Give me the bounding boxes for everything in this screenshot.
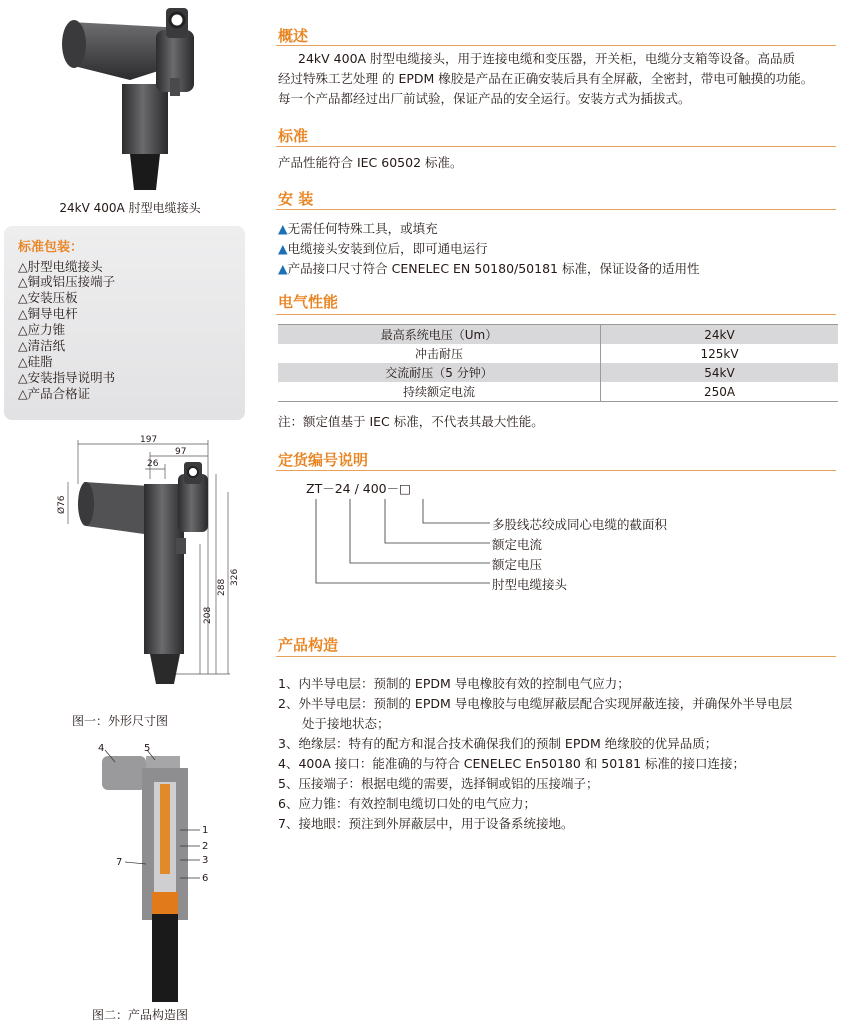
structure-item: 5、压接端子：根据电缆的需要，选择铜或铝的压接端子； (278, 776, 599, 791)
label-6: 6 (202, 873, 209, 884)
electrical-note: 注：额定值基于 IEC 标准，不代表其最大性能。 (278, 414, 544, 429)
ordering-label-current: 额定电流 (492, 537, 543, 552)
package-item: △硅脂 (18, 354, 53, 369)
structure-item: 2、外半导电层：预制的 EPDM 导电橡胶与电缆屏蔽层配合实现屏蔽连接，并确保外半导电层 (278, 696, 793, 711)
spec-value: 24kV (601, 325, 839, 345)
install-heading: 安 装 (278, 190, 314, 208)
ordering-leader-lines (300, 495, 500, 591)
divider (276, 656, 836, 657)
standard-text: 产品性能符合 IEC 60502 标准。 (278, 155, 463, 170)
spec-value: 54kV (601, 363, 839, 382)
spec-name: 最高系统电压（Um） (278, 325, 601, 345)
spec-value: 125kV (601, 344, 839, 363)
package-item: △应力锥 (18, 322, 66, 337)
dim-326: 326 (230, 568, 240, 586)
structure-item: 1、内半导电层：预制的 EPDM 导电橡胶有效的控制电气应力； (278, 676, 630, 691)
overview-line-3: 每一个产品都经过出厂前试验，保证产品的安全运行。安装方式为插拔式。 (278, 91, 691, 106)
overview-heading: 概述 (278, 27, 309, 45)
package-item: △肘型电缆接头 (18, 259, 103, 274)
install-item-text: 电缆接头安装到位后，即可通电运行 (287, 241, 488, 256)
overview-line-1: 24kV 400A 肘型电缆接头，用于连接电缆和变压器，开关柜，电缆分支箱等设备。高品质 (298, 51, 796, 66)
divider (276, 470, 836, 471)
structure-item: 处于接地状态； (302, 716, 390, 731)
install-item (278, 239, 488, 257)
product-photo (60, 4, 210, 190)
product-caption: 24kV 400A 肘型电缆接头 (59, 201, 201, 215)
label-1: 1 (202, 825, 209, 836)
electrical-heading: 电气性能 (278, 293, 339, 311)
overview-line-2: 经过特殊工艺处理 的 EPDM 橡胶是产品在正确安装后具有全屏蔽，全密封，带电可触摸的功能。 (278, 71, 814, 86)
dim-97: 97 (175, 447, 187, 457)
label-4: 4 (98, 743, 105, 754)
install-item-text: 产品接口尺寸符合 CENELEC EN 50180/50181 标准，保证设备的适用性 (287, 261, 700, 276)
table-row (278, 363, 838, 382)
spec-value: 250A (601, 382, 839, 402)
divider (276, 209, 836, 210)
ordering-label-type: 肘型电缆接头 (492, 577, 568, 592)
divider (276, 45, 836, 46)
spec-name: 交流耐压（5 分钟） (278, 363, 601, 382)
label-3: 3 (202, 855, 209, 866)
package-item: △铜或铝压接端子 (18, 274, 116, 289)
table-row (278, 325, 838, 345)
label-2: 2 (202, 841, 209, 852)
ordering-heading: 定货编号说明 (278, 451, 369, 469)
table-row (278, 382, 838, 402)
ordering-label-section: 多股线芯绞成同心电缆的截面积 (492, 517, 668, 532)
electrical-table (278, 324, 838, 402)
package-title: 标准包装： (18, 240, 84, 255)
structure-item: 3、绝缘层：特有的配方和混合技术确保我们的预制 EPDM 绝缘胶的优异品质； (278, 736, 718, 751)
spec-name: 冲击耐压 (278, 344, 601, 363)
table-row (278, 344, 838, 363)
divider (276, 146, 836, 147)
package-item: △铜导电杆 (18, 306, 78, 321)
structure-heading: 产品构造 (278, 636, 339, 654)
triangle-bullet-icon: ▲ (278, 241, 288, 256)
ordering-label-voltage: 额定电压 (492, 557, 543, 572)
figure2-caption: 图二：产品构造图 (91, 1008, 188, 1022)
structure-item: 7、接地眼：预注到外屏蔽层中，用于设备系统接地。 (278, 816, 574, 831)
package-item: △安装指导说明书 (18, 370, 116, 385)
standard-heading: 标准 (278, 127, 309, 145)
dim-288: 288 (217, 578, 227, 596)
package-box (4, 226, 245, 420)
package-item: △产品合格证 (18, 386, 91, 401)
package-item: △安装压板 (18, 290, 78, 305)
dim-26: 26 (147, 459, 159, 469)
package-item: △清洁纸 (18, 338, 66, 353)
install-item (278, 259, 699, 277)
install-item (278, 219, 438, 237)
structure-item: 6、应力锥：有效控制电缆切口处的电气应力； (278, 796, 536, 811)
install-item-text: 无需任何特殊工具，或填充 (287, 221, 438, 236)
structure-item: 4、400A 接口：能准确的与符合 CENELEC En50180 和 50181 标准的接口连接； (278, 756, 746, 771)
dimension-drawing (40, 434, 260, 704)
spec-name: 持续额定电流 (278, 382, 601, 402)
divider (276, 314, 836, 315)
ordering-code: ZT－24 / 400－□ (306, 481, 411, 496)
triangle-bullet-icon: ▲ (278, 221, 288, 236)
structure-drawing (80, 742, 230, 1004)
triangle-bullet-icon: ▲ (278, 261, 288, 276)
dim-76: Ø76 (57, 495, 67, 514)
label-7: 7 (116, 857, 123, 868)
label-5: 5 (144, 743, 151, 754)
dim-197: 197 (140, 435, 158, 445)
dim-208: 208 (203, 606, 213, 624)
figure1-caption: 图一：外形尺寸图 (71, 714, 168, 728)
